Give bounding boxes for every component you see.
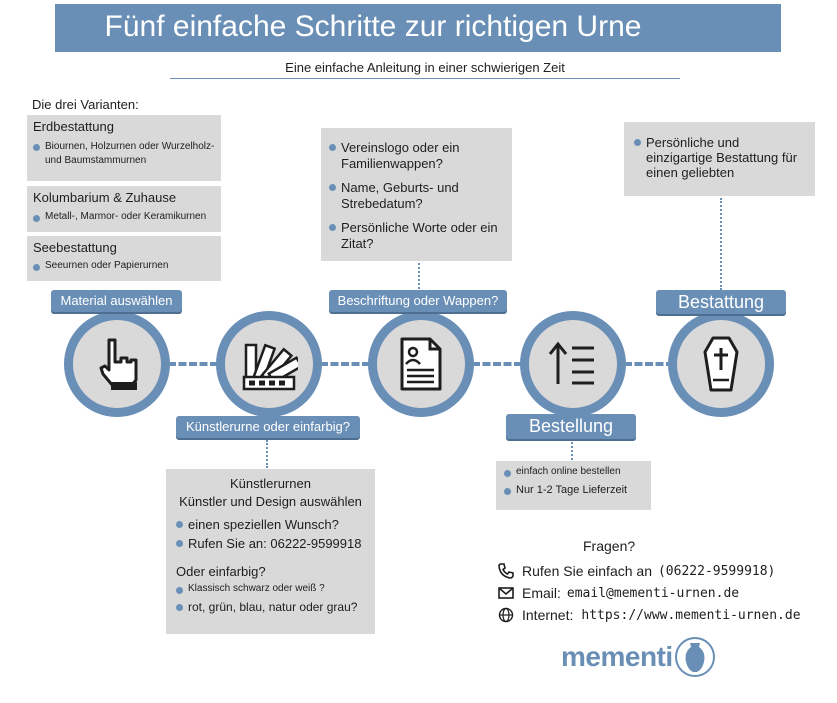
web-link[interactable]: https://www.mementi-urnen.de bbox=[581, 607, 801, 623]
artist-box-title: Künstlerurnen bbox=[230, 476, 311, 491]
order-item: Nur 1-2 Tage Lieferzeit bbox=[516, 484, 628, 496]
alt-item: Klassisch schwarz oder weiß ? bbox=[188, 583, 325, 594]
envelope-icon bbox=[498, 586, 514, 600]
bullet-icon bbox=[176, 587, 183, 594]
alt-heading: Oder einfarbig? bbox=[176, 564, 266, 579]
connector-order bbox=[571, 438, 573, 460]
step-label-artist: Künstlerurne oder einfarbig? bbox=[176, 416, 360, 438]
bullet-icon bbox=[176, 604, 183, 611]
inscription-item: Vereinslogo oder ein Familienwappen? bbox=[341, 140, 460, 171]
variant-text: Seeurnen oder Papierurnen bbox=[45, 260, 169, 271]
urn-logo-icon bbox=[675, 635, 715, 679]
step-artist-circle bbox=[216, 311, 322, 417]
order-item: einfach online bestellen bbox=[516, 466, 621, 477]
variant-kolumbarium bbox=[27, 186, 221, 232]
bullet-icon bbox=[176, 521, 183, 528]
step-label-inscription: Beschriftung oder Wappen? bbox=[329, 290, 507, 312]
inscription-options-box bbox=[321, 128, 512, 261]
bullet-icon bbox=[33, 215, 40, 222]
phone-label: Rufen Sie einfach an bbox=[522, 563, 652, 579]
step-material-circle bbox=[64, 311, 170, 417]
step-label-burial: Bestattung bbox=[656, 290, 786, 314]
artist-box-subtitle: Künstler und Design auswählen bbox=[179, 494, 362, 509]
bullet-icon bbox=[329, 184, 336, 191]
title-bar bbox=[55, 4, 781, 52]
variant-text: Biournen, Holzurnen oder Wurzelholz- und Baumstammurnen bbox=[45, 141, 215, 166]
bullet-icon bbox=[634, 139, 641, 146]
contact-email-row bbox=[498, 585, 739, 601]
artist-item: einen speziellen Wunsch? bbox=[188, 517, 339, 532]
logo-text: mementi bbox=[561, 641, 673, 672]
inscription-item: Persönliche Worte oder ein Zitat? bbox=[341, 220, 498, 251]
email-link[interactable]: email@mementi-urnen.de bbox=[566, 585, 740, 601]
document-icon bbox=[398, 336, 444, 392]
bullet-icon bbox=[176, 540, 183, 547]
variant-text: Metall-, Marmor- oder Keramikurnen bbox=[45, 211, 207, 222]
variant-seebestattung bbox=[27, 236, 221, 281]
step-inscription-circle bbox=[368, 311, 474, 417]
email-label: Email: bbox=[522, 585, 561, 601]
step-connector bbox=[320, 362, 370, 366]
burial-item: Persönliche und einzigartige Bestattung für einen geliebten bbox=[646, 135, 798, 180]
variant-name: Erdbestattung bbox=[33, 119, 114, 134]
variant-erdbestattung bbox=[27, 115, 221, 181]
phone-icon bbox=[498, 563, 514, 579]
variant-name: Kolumbarium & Zuhause bbox=[33, 190, 177, 205]
contact-web-row bbox=[498, 607, 801, 623]
page-title: Fünf einfache Schritte zur richtigen Urne bbox=[104, 10, 642, 43]
artist-item: Rufen Sie an: 06222-9599918 bbox=[188, 536, 362, 551]
web-label: Internet: bbox=[522, 607, 574, 623]
phone-number[interactable]: (06222-9599918) bbox=[657, 563, 776, 579]
step-connector bbox=[624, 362, 674, 366]
contact-phone-row bbox=[498, 563, 775, 579]
contact-heading: Fragen? bbox=[583, 538, 636, 554]
page-subtitle: Eine einfache Anleitung in einer schwierigen Zeit bbox=[285, 60, 565, 75]
step-label-order: Bestellung bbox=[506, 414, 636, 439]
connector-artist bbox=[266, 440, 268, 468]
alt-item: rot, grün, blau, natur oder grau? bbox=[188, 600, 358, 614]
order-info-box bbox=[496, 461, 651, 510]
artist-options-box bbox=[166, 469, 375, 634]
step-connector bbox=[168, 362, 218, 366]
connector-inscription bbox=[418, 263, 420, 289]
bullet-icon bbox=[329, 144, 336, 151]
pointing-hand-icon bbox=[91, 336, 143, 392]
bullet-icon bbox=[329, 224, 336, 231]
globe-icon bbox=[498, 607, 514, 623]
bullet-icon bbox=[504, 488, 511, 495]
subtitle-divider bbox=[170, 78, 680, 79]
burial-info-box bbox=[624, 122, 815, 196]
bullet-icon bbox=[33, 264, 40, 271]
urn-coffin-icon bbox=[701, 334, 741, 394]
step-label-material: Material auswählen bbox=[51, 290, 182, 312]
variant-name: Seebestattung bbox=[33, 240, 117, 255]
bullet-icon bbox=[33, 144, 40, 151]
sort-list-icon bbox=[548, 340, 598, 388]
step-order-circle bbox=[520, 311, 626, 417]
inscription-item: Name, Geburts- und Strebedatum? bbox=[341, 180, 459, 211]
bullet-icon bbox=[504, 470, 511, 477]
step-burial-circle bbox=[668, 311, 774, 417]
connector-burial bbox=[720, 198, 722, 290]
color-swatch-icon bbox=[240, 337, 298, 391]
mementi-logo bbox=[561, 635, 715, 679]
variants-heading: Die drei Varianten: bbox=[32, 97, 139, 112]
step-connector bbox=[472, 362, 522, 366]
